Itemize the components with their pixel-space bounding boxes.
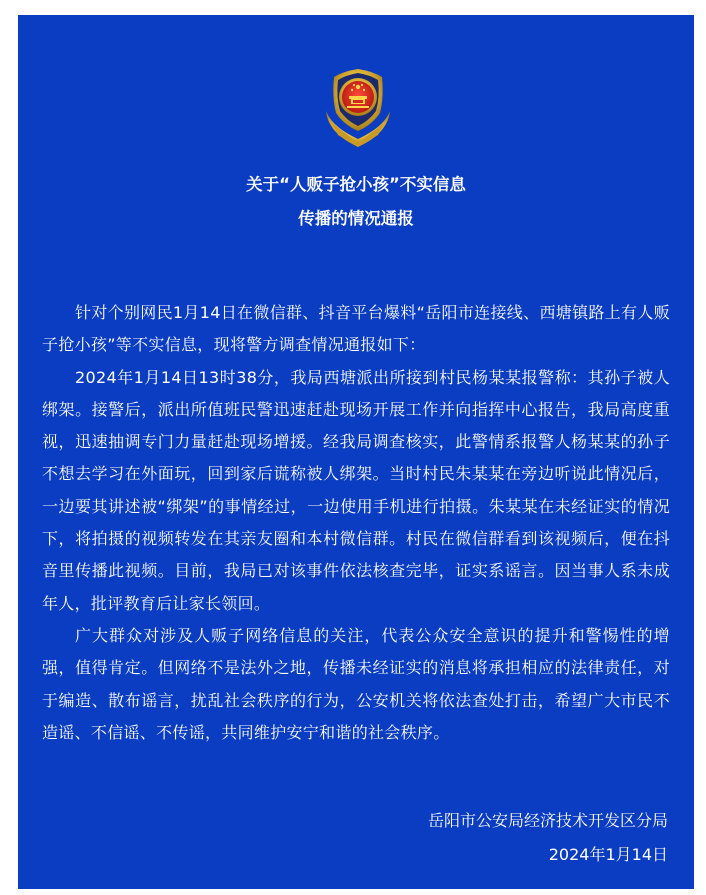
paragraph-intro: 针对个别网民1月14日在微信群、抖音平台爆料“岳阳市连接线、西塘镇路上有人贩子抢小孩”等不实信息，现将警方调查情况通报如下： [42,303,670,355]
notice-body [42,297,670,749]
notice-title-line2: 传播的情况通报 [298,209,414,228]
paragraph-warning: 广大群众对涉及人贩子网络信息的关注，代表公众安全意识的提升和警惕性的增强，值得肯定。但网络不是法外之地，传播未经证实的消息将承担相应的法律责任，对于编造、散布谣言，扰乱社会秩序的行为，公安机关将依法查处打击，希望广大市民不造谣、不信谣、不传谣，共同维护安宁和谐的社会秩序。 [42,625,670,742]
issuer-signature: 岳阳市公安局经济技术开发区分局 [427,811,668,830]
issue-date: 2024年1月14日 [548,845,668,864]
police-emblem-icon [318,67,398,149]
paragraph-investigation: 2024年1月14日13时38分，我局西塘派出所接到村民杨某某报警称：其孙子被人绑架。接警后，派出所值班民警迅速赶赴现场开展工作并向指挥中心报告，我局高度重视，迅速抽调专门力量赶赴现场增援。经我局调查核实，此警情系报警人杨某某的孙子不想去学习在外面玩，回到家后谎称被人绑架。当时村民朱某某在旁边听说此情况后，一边要其讲述被“绑架”的事情经过，一边使用手机进行拍摄。朱某某在未经证实的情况下，将拍摄的视频转发在其亲友圈和本村微信群。村民在微信群看到该视频后，便在抖音里传播此视频。目前，我局已对该事件依法核查完毕，证实系谣言。因当事人系未成年人，批评教育后让家长领回。 [42,367,670,613]
notice-panel [18,15,694,889]
notice-title-line1: 关于“人贩子抢小孩”不实信息 [246,175,466,194]
